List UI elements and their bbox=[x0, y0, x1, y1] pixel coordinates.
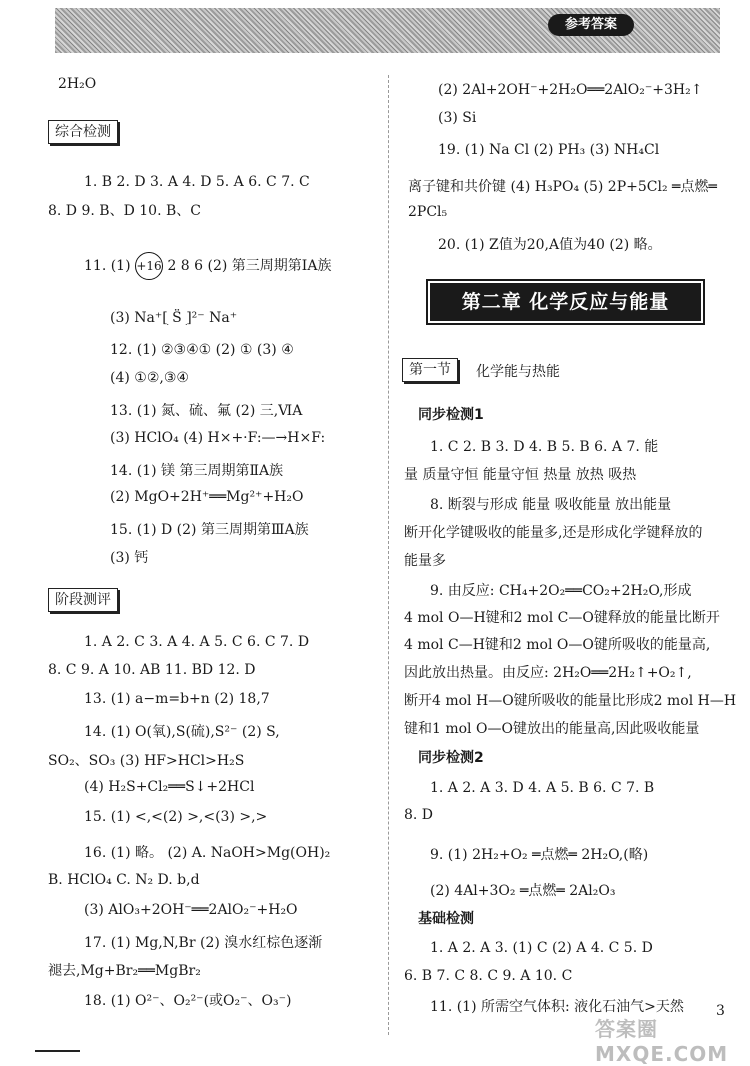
section-title-diyijie: 第一节 bbox=[402, 358, 458, 382]
text-line: 15. (1) D (2) 第三周期第ⅢA族 bbox=[110, 522, 309, 538]
text-line: 断开4 mol H—O键所吸收的能量比形成2 mol H—H bbox=[404, 693, 737, 709]
text-line: 褪去,Mg+Br₂══MgBr₂ bbox=[48, 963, 201, 979]
text-line: 8. D 9. B、D 10. B、C bbox=[48, 203, 201, 219]
page-number: 3 bbox=[716, 1003, 725, 1019]
text-line: (3) AlO₃+2OH⁻══2AlO₂⁻+H₂O bbox=[84, 902, 298, 918]
text-line: 13. (1) a−m=b+n (2) 18,7 bbox=[84, 691, 270, 707]
text-line: 2H₂O bbox=[58, 76, 97, 92]
text-line: 断开化学键吸收的能量多,还是形成化学键释放的 bbox=[404, 525, 703, 541]
watermark-logo: 答案圈 MXQE.COM bbox=[595, 1017, 729, 1066]
text-line: 8. 断裂与形成 能量 吸收能量 放出能量 bbox=[430, 497, 672, 513]
text-line: (4) ①②,③④ bbox=[110, 370, 189, 386]
sub-title: 基础检测 bbox=[418, 911, 474, 927]
text-line: (4) H₂S+Cl₂══S↓+2HCl bbox=[84, 779, 255, 795]
text-line: 量 质量守恒 能量守恒 热量 放热 吸热 bbox=[404, 467, 637, 483]
text-line: 15. (1) <,<(2) >,<(3) >,> bbox=[84, 809, 268, 825]
text-line: 能量多 bbox=[404, 553, 446, 569]
text-line: (2) 2Al+2OH⁻+2H₂O══2AlO₂⁻+3H₂↑ bbox=[438, 82, 703, 98]
text-line: 4 mol C—H键和2 mol O—O键所吸收的能量高, bbox=[404, 637, 711, 653]
text-line: 4 mol O—H键和2 mol C—O键释放的能量比断开 bbox=[404, 610, 720, 626]
text-line: 键和1 mol O—O键放出的能量高,因此吸收能量 bbox=[404, 721, 700, 737]
text-line: SO₂、SO₃ (3) HF>HCl>H₂S bbox=[48, 753, 245, 769]
text-line: 20. (1) Z值为20,A值为40 (2) 略。 bbox=[438, 237, 662, 253]
text-line: 1. A 2. C 3. A 4. A 5. C 6. C 7. D bbox=[84, 634, 310, 650]
atom-structure-line bbox=[84, 252, 331, 280]
text-line: 14. (1) 镁 第三周期第ⅡA族 bbox=[110, 463, 284, 479]
text-line: 1. A 2. A 3. (1) C (2) A 4. C 5. D bbox=[430, 940, 653, 956]
text-line: 2PCl₅ bbox=[408, 204, 448, 220]
section-title-jieduan: 阶段测评 bbox=[48, 588, 118, 612]
text-line: 离子键和共价键 (4) H₃PO₄ (5) 2P+5Cl₂ ═点燃═ bbox=[408, 179, 717, 195]
atom-nucleus-icon: +16 bbox=[135, 252, 163, 280]
text-line: (2) MgO+2H⁺══Mg²⁺+H₂O bbox=[110, 489, 304, 505]
header-badge: 参考答案 bbox=[548, 14, 634, 36]
text-line: B. HClO₄ C. N₂ D. b,d bbox=[48, 872, 200, 888]
text-line: 1. A 2. A 3. D 4. A 5. B 6. C 7. B bbox=[430, 780, 655, 796]
text-span: 2 8 6 (2) 第三周期第ⅠA族 bbox=[167, 258, 332, 274]
text-line: 11. (1) 所需空气体积: 液化石油气>天然 bbox=[430, 999, 684, 1015]
sub-title: 同步检测1 bbox=[418, 407, 484, 423]
text-line: 8. D bbox=[404, 807, 434, 823]
text-line: 16. (1) 略。 (2) A. NaOH>Mg(OH)₂ bbox=[84, 845, 331, 861]
sub-title: 同步检测2 bbox=[418, 750, 484, 766]
text-line: (3) HClO₄ (4) H×+·F:—→H×F: bbox=[110, 430, 326, 446]
text-line: (3) Si bbox=[438, 110, 477, 126]
text-line: 18. (1) O²⁻、O₂²⁻(或O₂⁻、O₃⁻) bbox=[84, 993, 292, 1009]
column-divider bbox=[388, 75, 389, 1035]
text-line: 14. (1) O(氧),S(硫),S²⁻ (2) S, bbox=[84, 724, 280, 740]
text-line: 19. (1) Na Cl (2) PH₃ (3) NH₄Cl bbox=[438, 142, 660, 158]
text-line: (3) Na⁺[ׅ S̈ ׅ]²⁻ Na⁺ bbox=[110, 310, 238, 326]
text-span: 11. (1) bbox=[84, 258, 131, 274]
text-line: (3) 钙 bbox=[110, 550, 149, 566]
text-line: (2) 4Al+3O₂ ═点燃═ 2Al₂O₃ bbox=[430, 883, 616, 899]
text-line: 1. B 2. D 3. A 4. D 5. A 6. C 7. C bbox=[84, 174, 310, 190]
section-subtitle: 化学能与热能 bbox=[476, 364, 560, 380]
text-line: 8. C 9. A 10. AB 11. BD 12. D bbox=[48, 662, 256, 678]
text-line: 因此放出热量。由反应: 2H₂O══2H₂↑+O₂↑, bbox=[404, 665, 692, 681]
section-title-zonghe: 综合检测 bbox=[48, 120, 118, 144]
text-line: 1. C 2. B 3. D 4. B 5. B 6. A 7. 能 bbox=[430, 439, 659, 455]
text-line: 9. (1) 2H₂+O₂ ═点燃═ 2H₂O,(略) bbox=[430, 847, 649, 863]
text-line: 9. 由反应: CH₄+2O₂══CO₂+2H₂O,形成 bbox=[430, 583, 692, 599]
text-line: 13. (1) 氮、硫、氟 (2) 三,ⅥA bbox=[110, 403, 303, 419]
text-line: 6. B 7. C 8. C 9. A 10. C bbox=[404, 968, 573, 984]
text-line: 17. (1) Mg,N,Br (2) 溴水红棕色逐渐 bbox=[84, 935, 323, 951]
chapter-banner: 第二章 化学反应与能量 bbox=[430, 283, 701, 321]
footer-rule bbox=[35, 1050, 80, 1052]
text-line: 12. (1) ②③④① (2) ① (3) ④ bbox=[110, 342, 294, 358]
